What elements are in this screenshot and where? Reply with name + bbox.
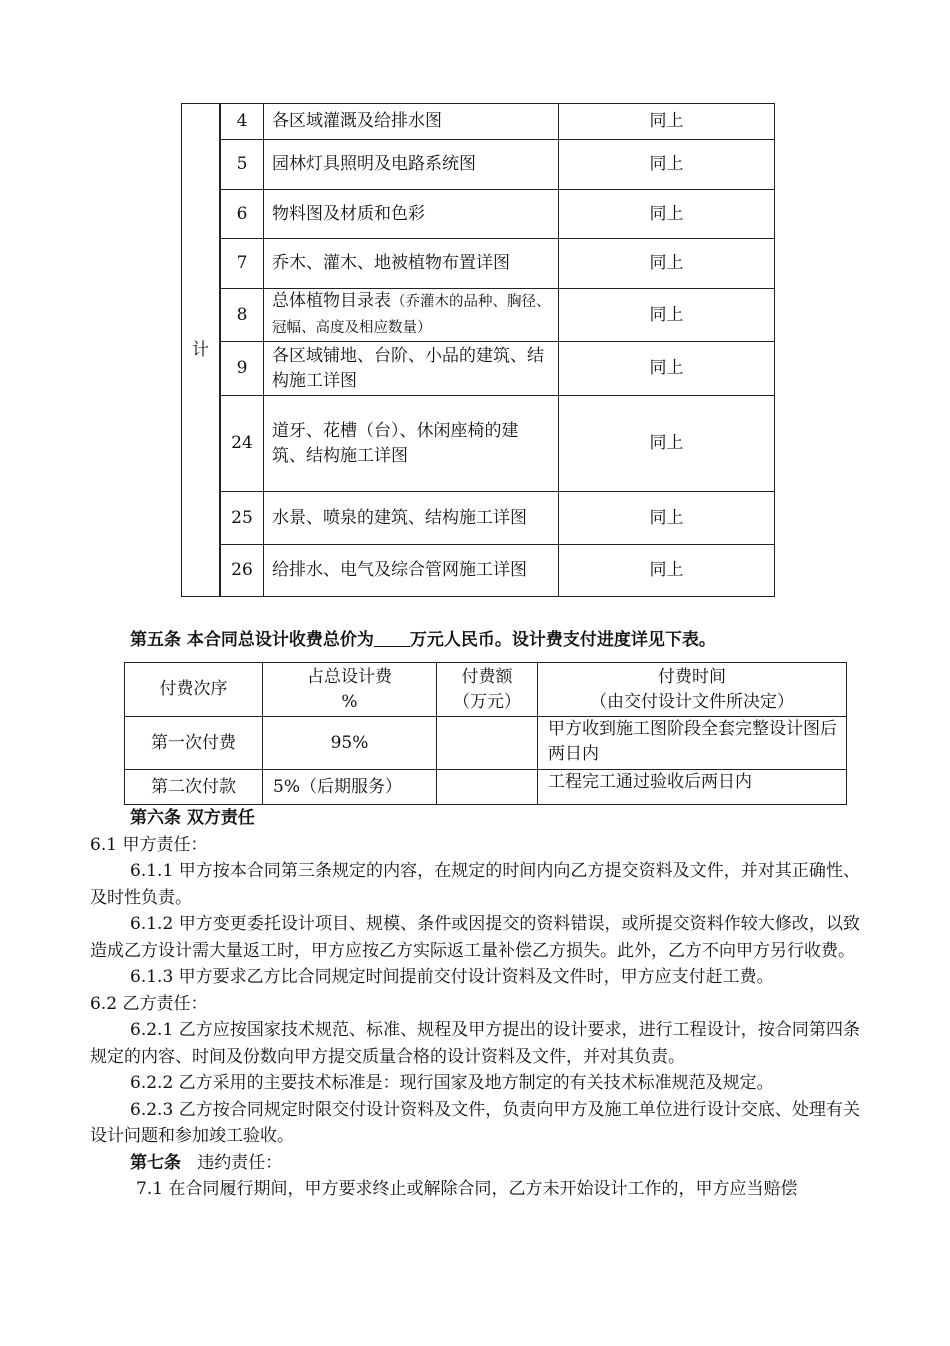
- article7-title: 第七条: [130, 1152, 181, 1173]
- payment-amount: [437, 770, 538, 805]
- item-status: 同上: [559, 289, 775, 342]
- item-status: 同上: [559, 545, 775, 597]
- article5-text-1: 第五条 本合同总设计收费总价为: [130, 630, 374, 650]
- item-number: 5: [220, 140, 264, 190]
- article7-subtitle: 违约责任：: [197, 1152, 283, 1173]
- category-label: 计: [192, 339, 209, 360]
- article5-heading: [130, 625, 716, 650]
- item-number: 24: [220, 396, 264, 492]
- clause-7-1: 7.1 在合同履行期间，甲方要求终止或解除合同，乙方未开始设计工作的，甲方应当赔偿: [136, 1179, 798, 1199]
- header-amount: [437, 663, 538, 717]
- payment-percent: 5%（后期服务）: [263, 770, 437, 805]
- header-amount-line2: （万元）: [453, 691, 521, 712]
- payment-order: 第一次付费: [125, 717, 263, 770]
- category-cell: [182, 104, 221, 597]
- item-number: 25: [220, 492, 264, 545]
- payment-amount: [437, 717, 538, 770]
- amount-blank: [374, 630, 410, 647]
- header-time-line1: 付费时间: [658, 666, 726, 687]
- item-number: 8: [220, 289, 264, 342]
- clause-6-2-1: 6.2.1 乙方应按国家技术规范、标准、规程及甲方提出的设计要求，进行工程设计，按合同第四条规定的内容、时间及份数向甲方提交质量合格的设计资料及文件，并对其负责。: [90, 1020, 860, 1067]
- item-content: [264, 289, 559, 342]
- item-number: 9: [220, 342, 264, 396]
- clause-6-1-3: 6.1.3 甲方要求乙方比合同规定时间提前交付设计资料及文件时，甲方应支付赶工费。: [130, 967, 774, 987]
- clause-6-2-2: 6.2.2 乙方采用的主要技术标准是：现行国家及地方制定的有关技术标准规范及规定。: [130, 1073, 774, 1093]
- item-content: 乔木、灌木、地被植物布置详图: [264, 239, 559, 289]
- header-percent-line1: 占总设计费: [307, 666, 392, 687]
- item-content: 道牙、花槽（台）、休闲座椅的建筑、结构施工详图: [264, 396, 559, 492]
- item-number: 4: [220, 104, 264, 140]
- payment-time: 工程完工通过验收后两日内: [538, 770, 847, 805]
- item-status: 同上: [559, 492, 775, 545]
- item-content-note: （乔灌木的品种、胸径、冠幅、高度及相应数量）: [272, 294, 551, 336]
- item-status: 同上: [559, 396, 775, 492]
- item-content: 各区域铺地、台阶、小品的建筑、结构施工详图: [264, 342, 559, 396]
- item-status: 同上: [559, 190, 775, 239]
- payment-time: 甲方收到施工图阶段全套完整设计图后两日内: [538, 717, 847, 770]
- item-number: 6: [220, 190, 264, 239]
- header-amount-line1: 付费额: [461, 666, 513, 687]
- item-content: 园林灯具照明及电路系统图: [264, 140, 559, 190]
- item-content: 水景、喷泉的建筑、结构施工详图: [264, 492, 559, 545]
- payment-order: 第二次付款: [125, 770, 263, 805]
- item-content: 给排水、电气及综合管网施工详图: [264, 545, 559, 597]
- item-status: 同上: [559, 239, 775, 289]
- header-order: 付费次序: [125, 663, 263, 717]
- contract-body: [90, 805, 860, 1203]
- deliverables-table: [181, 103, 775, 597]
- item-status: 同上: [559, 140, 775, 190]
- payment-percent: 95%: [263, 717, 437, 770]
- article6-title: 第六条 双方责任: [130, 808, 255, 828]
- item-content: 物料图及材质和色彩: [264, 190, 559, 239]
- header-time: [538, 663, 847, 717]
- article5-text-2: 万元人民币。设计费支付进度详见下表。: [409, 630, 716, 650]
- item-status: 同上: [559, 104, 775, 140]
- item-number: 26: [220, 545, 264, 597]
- item-content: 各区域灌溉及给排水图: [264, 104, 559, 140]
- clause-6-2-3: 6.2.3 乙方按合同规定时限交付设计资料及文件，负责向甲方及施工单位进行设计交底、处理有关设计问题和参加竣工验收。: [90, 1099, 860, 1146]
- article7-heading: [90, 1150, 860, 1177]
- item-number: 7: [220, 239, 264, 289]
- clause-6-1-2: 6.1.2 甲方变更委托设计项目、规模、条件或因提交的资料错误，或所提交资料作较大修改，以致造成乙方设计需大量返工时，甲方应按乙方实际返工量补偿乙方损失。此外，乙方不向甲方另行收费。: [90, 914, 860, 961]
- clause-6-1-1: 6.1.1 甲方按本合同第三条规定的内容，在规定的时间内向乙方提交资料及文件，并对其正确性、及时性负责。: [90, 861, 860, 908]
- item-status: 同上: [559, 342, 775, 396]
- party-b-title: 6.2 乙方责任：: [90, 993, 208, 1014]
- item-content-main: 总体植物目录表: [272, 291, 391, 311]
- header-time-line2: （由交付设计文件所决定）: [590, 691, 794, 712]
- header-percent-line2: %: [341, 691, 358, 712]
- header-percent: [263, 663, 437, 717]
- party-a-title: 6.1 甲方责任：: [90, 834, 208, 855]
- payment-table: [124, 662, 847, 805]
